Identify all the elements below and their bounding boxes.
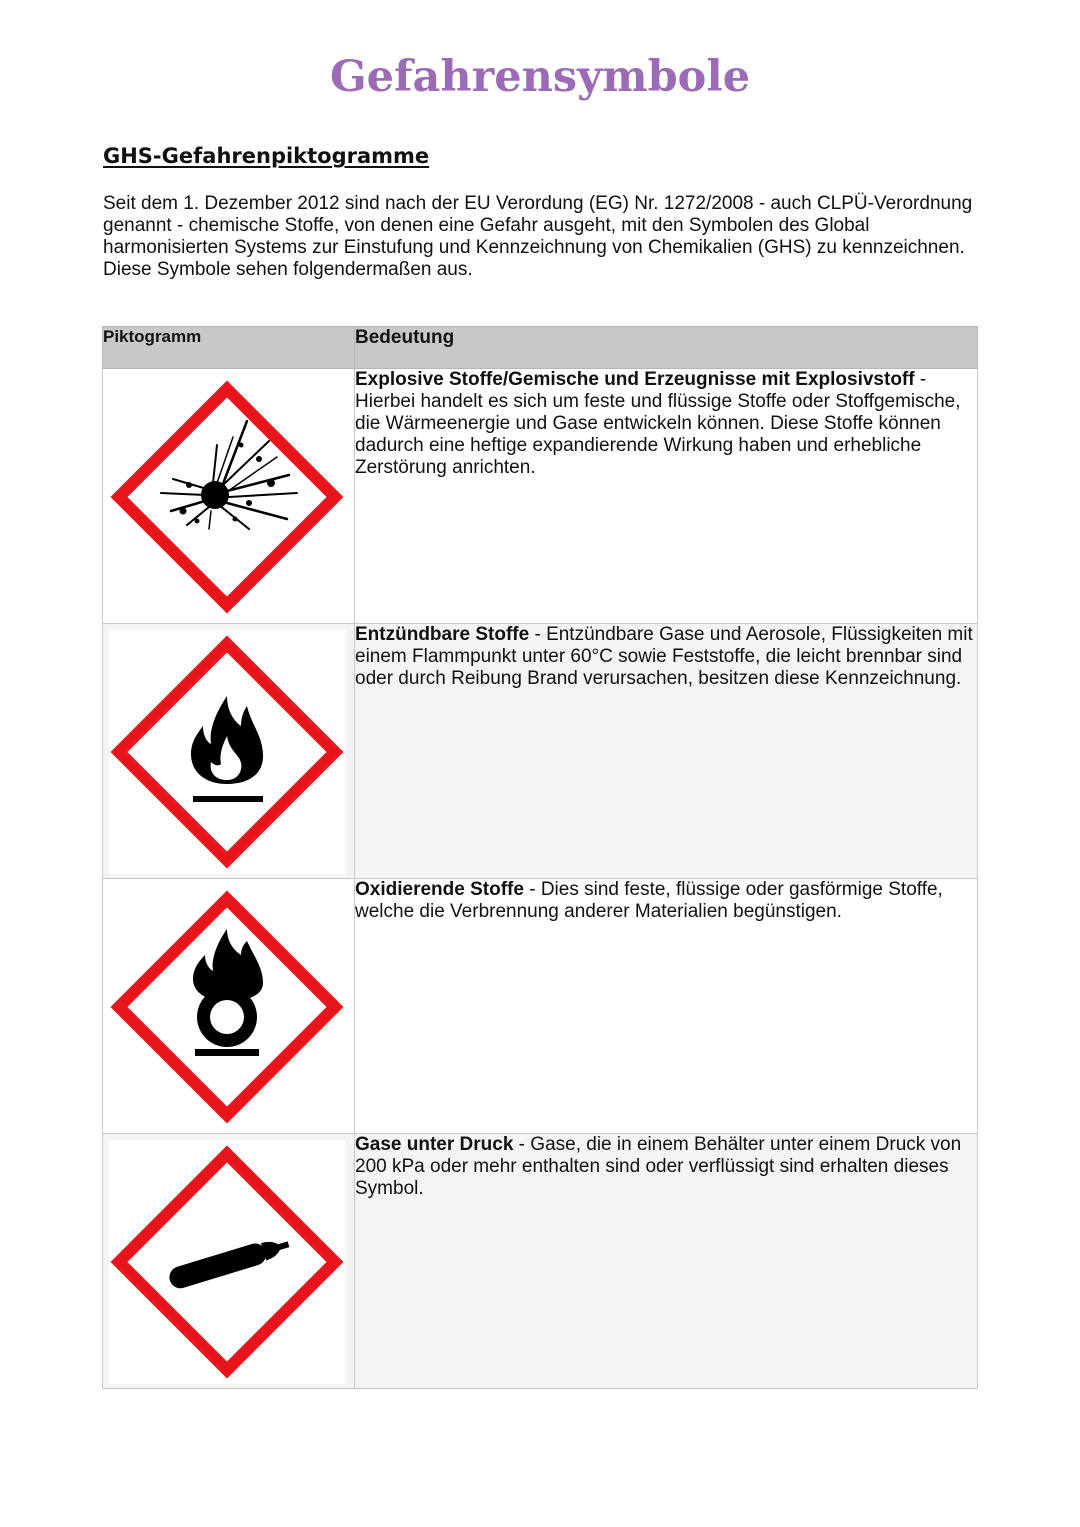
term-separator: - (513, 1134, 531, 1155)
pictogram-cell (103, 879, 355, 1134)
hazard-description: Entzündbare Gase und Aerosole, Flüssigkeiten mit einem Flammpunkt unter 60°C sowie Feststoffe, die leicht brennbar sind oder durch Reibung Brand verursachen, besitzen diese Kennzeichnung. (355, 624, 973, 689)
table-row-gas-pressure (103, 1134, 978, 1389)
flame-icon (109, 630, 345, 874)
hazard-description: Gase, die in einem Behälter unter einem Druck von 200 kPa oder mehr enthalten sind oder verflüssigt sind erhalten dieses Symbol. (355, 1134, 962, 1199)
term-separator: - (523, 879, 541, 900)
explosive-bomb-icon (109, 375, 345, 619)
hazard-description: Hierbei handelt es sich um feste und flüssige Stoffe oder Stoffgemische, die Wärmeenergie und Gase entwickeln können. Diese Stoffe können dadurch eine heftige expandierende Wirkung haben und erhebliche Zerstörung anrichten. (355, 391, 961, 478)
description-cell (355, 369, 978, 624)
column-header-bedeutung: Bedeutung (355, 327, 978, 369)
table-row-explosive (103, 369, 978, 624)
section-heading: GHS-Gefahrenpiktogramme (103, 144, 430, 168)
pictogram-cell (103, 1134, 355, 1389)
column-header-piktogramm: Piktogramm (103, 327, 355, 369)
table-row-flammable (103, 624, 978, 879)
pictogram-cell (103, 369, 355, 624)
table-header-row (103, 327, 978, 369)
table-row-oxidizing (103, 879, 978, 1134)
description-cell (355, 879, 978, 1134)
description-cell (355, 1134, 978, 1389)
hazard-term: Explosive Stoffe/Gemische und Erzeugnisse mit Explosivstoff (355, 369, 915, 390)
flame-over-circle-icon (109, 885, 345, 1129)
hazard-term: Oxidierende Stoffe (355, 879, 524, 900)
page-title: Gefahrensymbole (329, 52, 751, 102)
hazard-term: Entzündbare Stoffe (355, 624, 530, 645)
pictogram-cell (103, 624, 355, 879)
intro-paragraph: Seit dem 1. Dezember 2012 sind nach der EU Verordung (EG) Nr. 1272/2008 - auch CLPÜ-Verordnung genannt - chemische Stoffe, von denen eine Gefahr ausgeht, mit den Symbolen des Global harmonisierten Systems zur Einstufung und Kennzeichnung von Chemikalien (GHS) zu kennzeichnen. Diese Symbole sehen folgendermaßen aus. (103, 193, 973, 280)
hazard-description: Dies sind feste, flüssige oder gasförmige Stoffe, welche die Verbrennung anderer Materialien begünstigen. (355, 879, 943, 922)
pictogram-table (102, 326, 978, 1389)
description-cell (355, 624, 978, 879)
term-separator: - (529, 624, 547, 645)
hazard-term: Gase unter Druck (355, 1134, 514, 1155)
term-separator: - (914, 369, 927, 390)
gas-cylinder-icon (109, 1140, 345, 1384)
